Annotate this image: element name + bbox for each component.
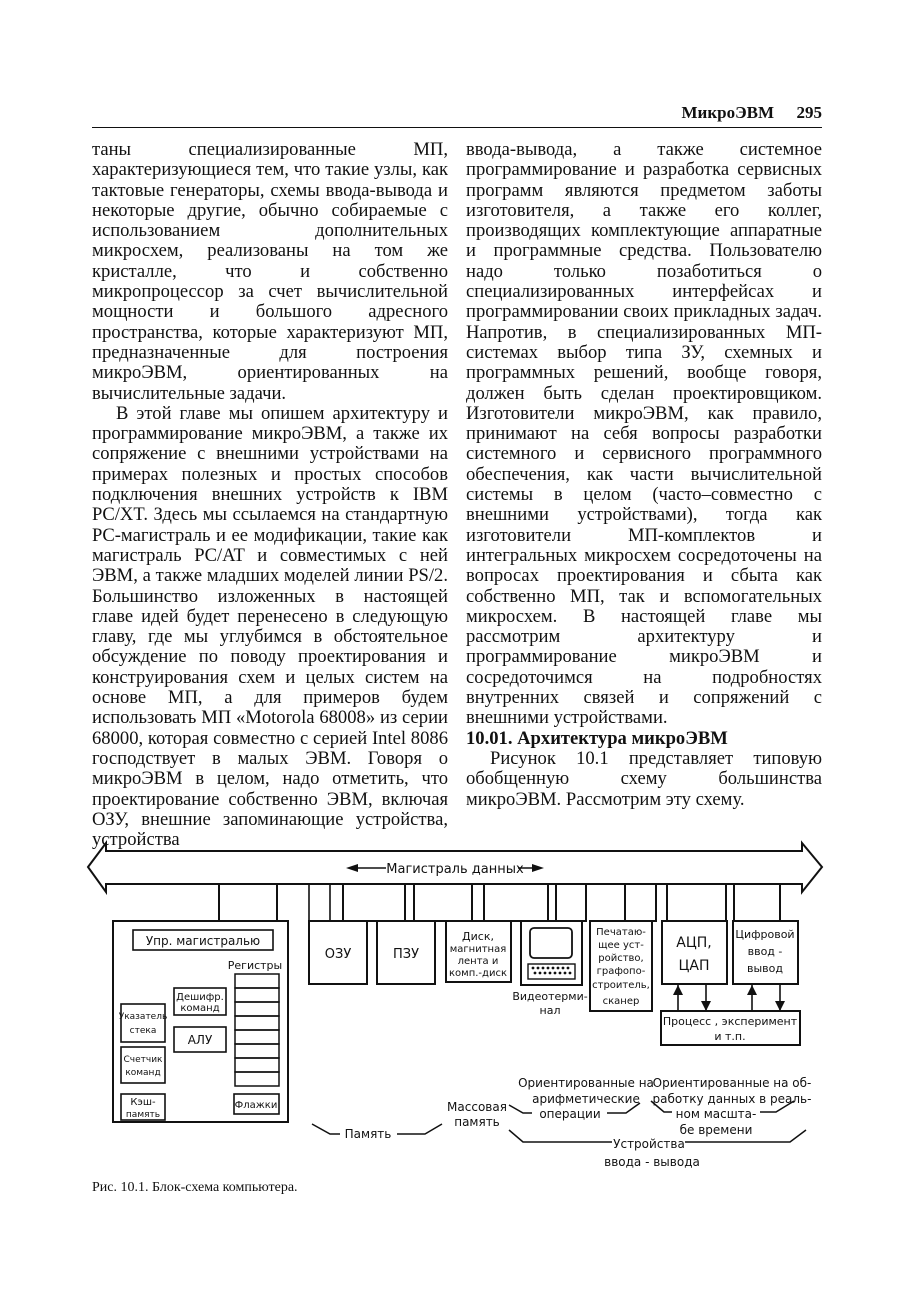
printer-label: сканер	[602, 996, 640, 1007]
printer-label: щее уст-	[598, 940, 644, 951]
paragraph: ввода-вывода, а также системное программирование и разработка сервисных программ являются предметом заботы изготовителя, а также его коллег, производящих комплектующие аппаратные и программные средства. Пользователю надо только позаботиться о специализированных интерфейсах и программировании своих прикладных задач. Напротив, в специализированных МП-системах выбор типа ЗУ, схемных и программных решений, вообще говоря, должен быть сделан проектировщиком. Изготовители микроЭВМ, как правило, принимают на себя вопросы разработки системного и сервисного программного обеспечения, как части вычислительной системы в целом (часто–совместно с внешними устройствами), тогда как изготовители МП-комплектов и интегральных микросхем сосредоточены на вопросах проектирования и сбыта как собственно МП, так и вспомогательных микросхем. В настоящей главе мы рассмотрим архитектуру и программирование микроЭВМ и сосредоточимся на подробностях внутренних связей и сопряжений с внешними устройствами.	[466, 139, 822, 729]
arith-label: операции	[539, 1107, 601, 1121]
process-label: Процесс , эксперимент	[662, 1015, 798, 1028]
mass-memory-label: Массовая	[447, 1100, 507, 1114]
printer-label: графопо-	[596, 966, 646, 977]
terminal-label: Видеотерми-	[512, 990, 588, 1003]
arith-label: арифметические	[532, 1092, 640, 1106]
registers-label: Регистры	[227, 959, 283, 972]
stack-pointer-label: стека	[129, 1026, 157, 1036]
disk-label: Диск,	[462, 930, 494, 943]
flags-label: Флажки	[234, 1100, 278, 1111]
bus-label: Магистраль данных	[386, 862, 524, 877]
ram-label: ОЗУ	[324, 947, 352, 962]
page-number: 295	[796, 103, 822, 122]
digital-io-label: Цифровой	[735, 928, 795, 941]
disk-label: лента и	[457, 956, 499, 967]
printer-label: строитель,	[592, 980, 650, 991]
printer-label: Печатаю-	[596, 927, 646, 938]
adc-dac-box	[662, 921, 727, 984]
mass-memory-label: память	[454, 1115, 500, 1129]
cache-label: память	[125, 1110, 161, 1120]
digital-io-label: вывод	[747, 962, 783, 975]
io-devices-label: Устройства	[613, 1137, 685, 1151]
realtime-label: работку данных в реаль-	[652, 1092, 812, 1106]
decoder-label: команд	[180, 1003, 220, 1014]
adc-label: АЦП,	[676, 935, 712, 951]
process-label: и т.п.	[714, 1030, 746, 1043]
bus-control-label: Упр. магистралью	[145, 934, 261, 948]
decoder-label: Дешифр.	[176, 992, 224, 1003]
paragraph: таны специализированные МП, характеризующиеся тем, что такие узлы, как тактовые генераторы, схемы ввода-вывода и некоторые другие, обычно собираемые с использованием дополнительных микросхем, реализованы на том же кристалле, что и собственно микропроцессор за счет вычислительной мощности и большого адресного пространства, которые характеризуют МП, предназначенные для построения микроЭВМ, ориентированных на вычислительные задачи.	[92, 139, 448, 404]
realtime-label: Ориентированные на об-	[652, 1076, 812, 1090]
counter-label: Счетчик	[123, 1055, 163, 1065]
digital-io-label: ввод -	[747, 945, 783, 958]
terminal-label: нал	[539, 1004, 561, 1017]
memory-label: Память	[344, 1127, 392, 1141]
alu-label: АЛУ	[187, 1033, 213, 1047]
realtime-label: ном масшта-	[675, 1107, 757, 1121]
paragraph: В этой главе мы опишем архитектуру и программирование микроЭВМ, а также их сопряжение с внешними устройствами на примерах полезных и простых способов подключения внешних устройств к IBM PC/XT. Здесь мы ссылаемся на стандартную PC-магистраль и ее модификации, такие как магистраль PC/AT и совместимых с ней ЭВМ, а также младших моделей линии PS/2. Большинство изложенных в настоящей главе идей будет перенесено в следующую главу, где мы углубимся в обстоятельное обсуждение по поводу проектирования и конструирования схем и целых систем на основе МП, а для примеров будем использовать МП «Motorola 68008» из серии 68000, которая совместно с серией Intel 8086 господствует в малых ЭВМ. Говоря о микроЭВМ в целом, надо отметить, что проектирование собственно ЭВМ, включая ОЗУ, внешние запоминающие устройства, устройства	[92, 402, 448, 851]
stack-pointer-label: Указатель	[118, 1012, 168, 1022]
arith-label: Ориентированные на	[518, 1076, 654, 1090]
running-title: МикроЭВМ	[681, 103, 774, 122]
section-heading: 10.01. Архитектура микроЭВМ	[466, 727, 728, 749]
paragraph: Рисунок 10.1 представляет типовую обобщенную схему большинства микроЭВМ. Рассмотрим эту схему.	[466, 747, 822, 810]
cache-label: Кэш-	[130, 1097, 156, 1108]
counter-label: команд	[125, 1068, 161, 1078]
io-devices-label: ввода - вывода	[604, 1155, 700, 1169]
disk-label: магнитная	[449, 944, 507, 955]
rom-label: ПЗУ	[392, 947, 420, 962]
figure-caption: Рис. 10.1. Блок-схема компьютера.	[92, 1180, 298, 1195]
printer-label: ройство,	[598, 953, 644, 964]
dac-label: ЦАП	[678, 958, 710, 974]
realtime-label: бе времени	[679, 1123, 753, 1137]
disk-label: комп.-диск	[449, 968, 507, 979]
